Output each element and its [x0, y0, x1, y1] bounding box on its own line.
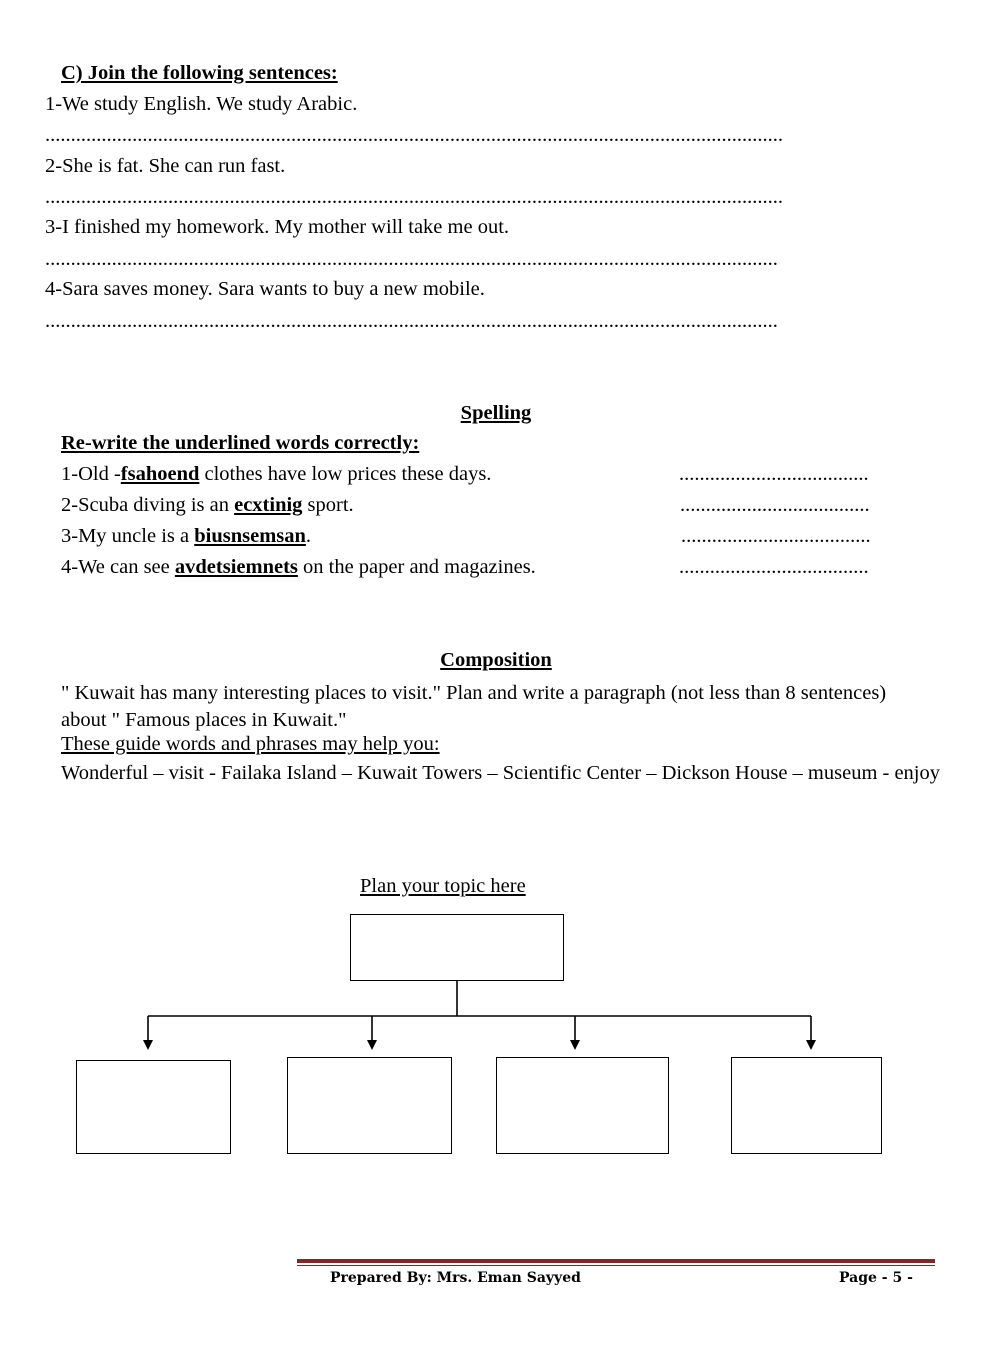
join-item-4: 4-Sara saves money. Sara wants to buy a new mobile.: [45, 278, 485, 300]
spelling-item-after: on the paper and magazines.: [297, 556, 536, 578]
join-answer-line-1[interactable]: ................................................................................................................................................: [45, 124, 783, 146]
arrow-head-4: [806, 1040, 816, 1050]
guide-words: Wonderful – visit - Failaka Island – Kuwait Towers – Scientific Center – Dickson House – museum - enjoy: [61, 762, 941, 784]
spelling-item-after: .: [305, 525, 312, 547]
arrow-head-3: [570, 1040, 580, 1050]
spelling-item-before: 1-Old -: [61, 463, 121, 485]
spelling-heading: Spelling: [460, 402, 532, 424]
footer-page-number: Page - 5 -: [839, 1270, 913, 1286]
spelling-answer-3[interactable]: .....................................: [681, 525, 871, 547]
arrow-head-2: [367, 1040, 377, 1050]
plan-label: Plan your topic here: [360, 875, 526, 897]
footer-prepared-by: Prepared By: Mrs. Eman Sayyed: [330, 1270, 581, 1286]
join-item-1: 1-We study English. We study Arabic.: [45, 93, 358, 115]
join-answer-line-3[interactable]: ...............................................................................................................................................: [45, 248, 778, 270]
spelling-answer-4[interactable]: .....................................: [679, 556, 869, 578]
misspelled-word: ecxtinig: [234, 494, 303, 516]
spelling-item-before: 2-Scuba diving is an: [61, 494, 235, 516]
footer-rule-thick: [297, 1259, 935, 1263]
join-item-3: 3-I finished my homework. My mother will take me out.: [45, 216, 510, 238]
composition-heading: Composition: [440, 649, 552, 671]
misspelled-word: avdetsiemnets: [174, 556, 298, 578]
spelling-answer-2[interactable]: .....................................: [680, 494, 870, 516]
spelling-item-after: sport.: [302, 494, 354, 516]
join-answer-line-2[interactable]: ................................................................................................................................................: [45, 186, 783, 208]
plan-sub-box-3[interactable]: [496, 1057, 669, 1154]
join-item-2: 2-She is fat. She can run fast.: [45, 155, 286, 177]
plan-sub-box-1[interactable]: [76, 1060, 231, 1154]
guide-label: These guide words and phrases may help you:: [61, 733, 440, 755]
join-heading: C) Join the following sentences:: [61, 62, 338, 84]
spelling-item-before: 4-We can see: [61, 556, 175, 578]
join-answer-line-4[interactable]: ...............................................................................................................................................: [45, 310, 778, 332]
misspelled-word: fsahoend: [120, 463, 200, 485]
composition-prompt: " Kuwait has many interesting places to visit." Plan and write a paragraph (not less than 8 sentences) about " Famous places in Kuwait.": [61, 682, 887, 731]
spelling-item-after: clothes have low prices these days.: [199, 463, 492, 485]
spelling-item-before: 3-My uncle is a: [61, 525, 195, 547]
plan-sub-box-2[interactable]: [287, 1057, 452, 1154]
plan-sub-box-4[interactable]: [731, 1057, 882, 1154]
spelling-instruction: Re-write the underlined words correctly:: [61, 432, 420, 454]
misspelled-word: biusnsemsan: [194, 525, 306, 547]
spelling-answer-1[interactable]: .....................................: [679, 463, 869, 485]
arrow-head-1: [143, 1040, 153, 1050]
footer-rule-thin: [297, 1265, 935, 1266]
